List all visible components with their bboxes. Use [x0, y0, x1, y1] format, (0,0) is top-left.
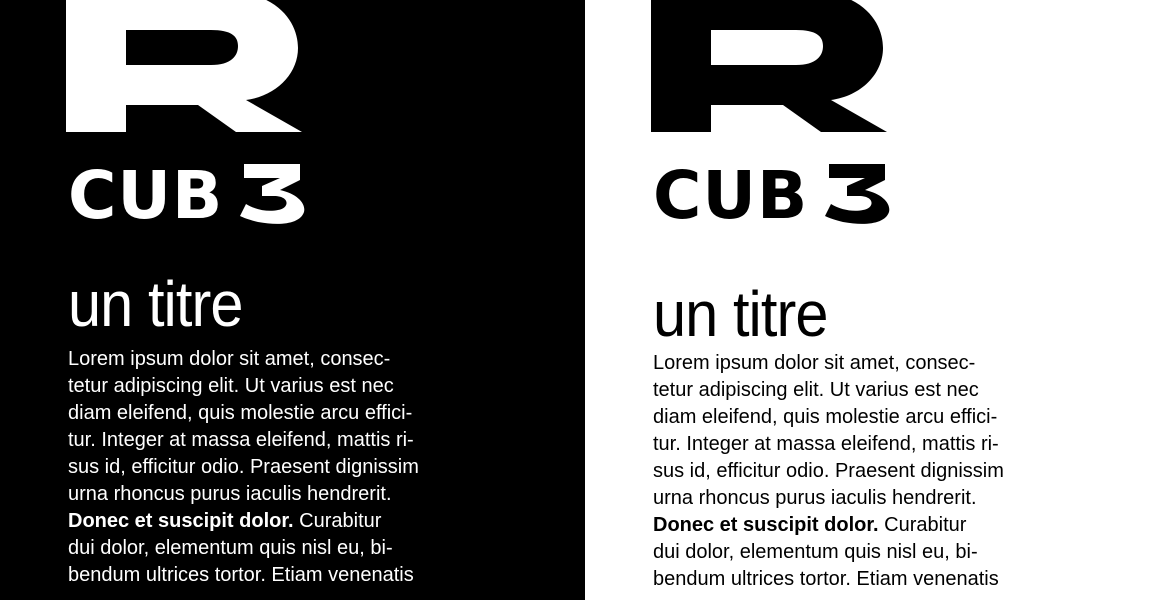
body-line: Lorem ipsum dolor sit amet, consec-	[653, 352, 976, 374]
body-line-tail: Curabitur	[878, 514, 967, 536]
body-line: bendum ultrices tortor. Etiam venenatis	[653, 568, 999, 590]
body-line: sus id, efficitur odio. Praesent dignissim	[653, 460, 1004, 482]
r-logo-mark	[66, 0, 306, 132]
body-line: sus id, efficitur odio. Praesent dignissim	[68, 456, 419, 478]
body-line: urna rhoncus purus iaculis hendrerit.	[653, 487, 977, 509]
body-line: tetur adipiscing elit. Ut varius est nec	[653, 379, 979, 401]
body-line: dui dolor, elementum quis nisl eu, bi-	[68, 537, 393, 559]
cube-logo-text: CUB	[653, 160, 809, 224]
body-paragraph	[68, 346, 438, 589]
page-title: un titre	[653, 278, 828, 350]
body-line: dui dolor, elementum quis nisl eu, bi-	[653, 541, 978, 563]
cube-logo-wordmark	[653, 160, 893, 224]
bold-lead: Donec et suscipit dolor.	[653, 514, 879, 536]
cube-logo-wordmark	[68, 160, 308, 224]
body-line: diam eleifend, quis molestie arcu effici-	[68, 402, 413, 424]
body-paragraph	[653, 350, 1023, 593]
body-line: tur. Integer at massa eleifend, mattis ri-	[653, 433, 999, 455]
body-line-bold	[653, 512, 1023, 539]
body-line-tail: Curabitur	[293, 510, 382, 532]
light-panel	[585, 0, 1170, 600]
cube-logo-text: CUB	[68, 160, 224, 224]
body-line: tur. Integer at massa eleifend, mattis ri-	[68, 429, 414, 451]
body-line: Lorem ipsum dolor sit amet, consec-	[68, 348, 391, 370]
body-line-bold	[68, 508, 438, 535]
body-line: bendum ultrices tortor. Etiam venenatis	[68, 564, 414, 586]
body-line: tetur adipiscing elit. Ut varius est nec	[68, 375, 394, 397]
bold-lead: Donec et suscipit dolor.	[68, 510, 294, 532]
body-line: urna rhoncus purus iaculis hendrerit.	[68, 483, 392, 505]
body-line: diam eleifend, quis molestie arcu effici-	[653, 406, 998, 428]
page-title: un titre	[68, 268, 243, 340]
r-logo-mark	[651, 0, 891, 132]
